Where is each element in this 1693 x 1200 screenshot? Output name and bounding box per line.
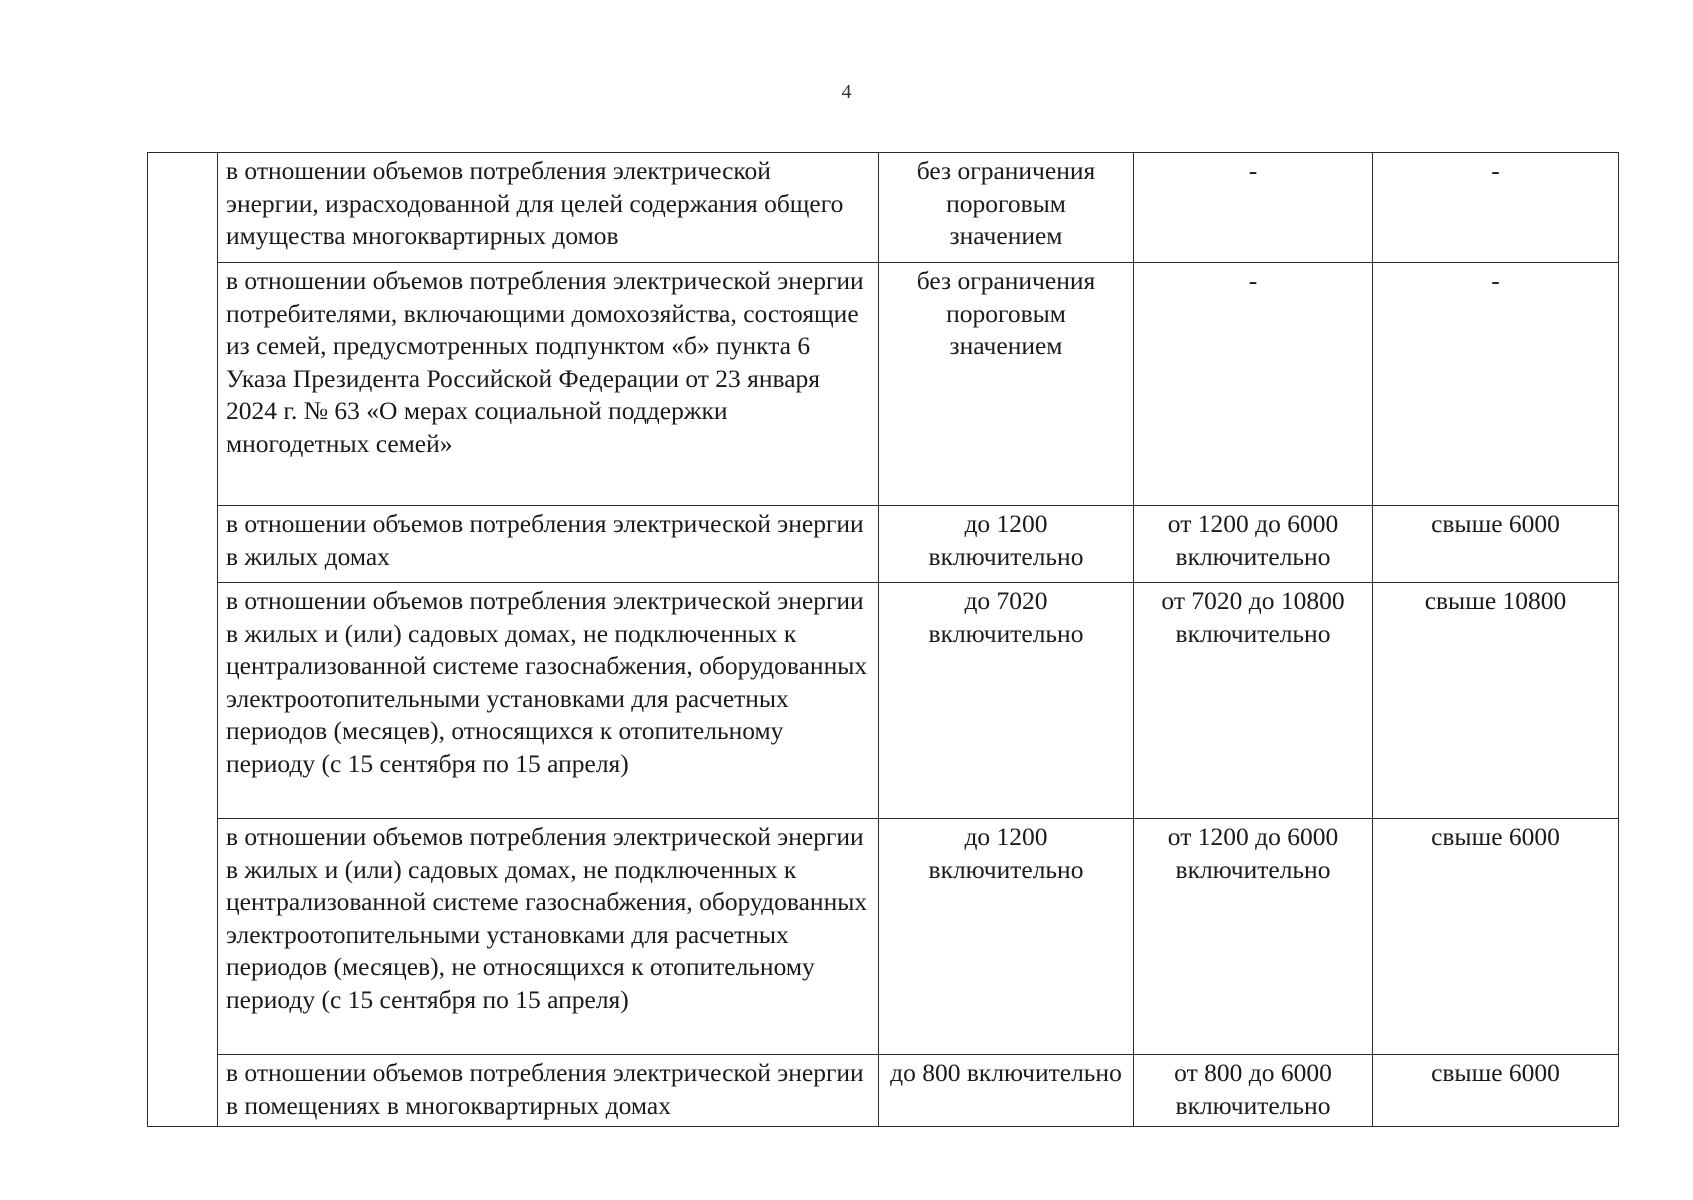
table-row [148,1055,1619,1127]
tier1-cell: до 1200 включительно [879,819,1134,1055]
tier2-cell: - [1134,263,1373,506]
tier2-cell: от 7020 до 10800 включительно [1134,583,1373,819]
table-row [148,263,1619,506]
description-cell: в отношении объемов потребления электрической энергии в жилых домах [218,506,879,583]
tier2-cell: от 1200 до 6000 включительно [1134,506,1373,583]
tier1-cell: до 800 включительно [879,1055,1134,1127]
description-cell: в отношении объемов потребления электрической энергии в жилых и (или) садовых домах, не подключенных к централизованной системе газоснабжения, оборудованных электроотопительными установками для расчетных периодов (месяцев), не относящихся к отопительному периоду (с 15 сентября по 15 апреля) [218,819,879,1055]
tier1-cell: без ограничения пороговым значением [879,263,1134,506]
description-cell: в отношении объемов потребления электрической энергии, израсходованной для целей содержания общего имущества многоквартирных домов [218,153,879,263]
consumption-thresholds-table [147,152,1619,1127]
table-row [148,583,1619,819]
tier1-cell: до 1200 включительно [879,506,1134,583]
tier3-cell: свыше 6000 [1373,1055,1619,1127]
description-cell: в отношении объемов потребления электрической энергии потребителями, включающими домохозяйства, состоящие из семей, предусмотренных подпунктом «б» пункта 6 Указа Президента Российской Федерации от 23 января 2024 г. № 63 «О мерах социальной поддержки многодетных семей» [218,263,879,506]
table-row [148,153,1619,263]
tier3-cell: свыше 6000 [1373,819,1619,1055]
row-number-cell [148,153,218,1127]
description-cell: в отношении объемов потребления электрической энергии в помещениях в многоквартирных домах [218,1055,879,1127]
tier1-cell: без ограничения пороговым значением [879,153,1134,263]
tier2-cell: - [1134,153,1373,263]
description-cell: в отношении объемов потребления электрической энергии в жилых и (или) садовых домах, не подключенных к централизованной системе газоснабжения, оборудованных электроотопительными установками для расчетных периодов (месяцев), относящихся к отопительному периоду (с 15 сентября по 15 апреля) [218,583,879,819]
tier3-cell: свыше 6000 [1373,506,1619,583]
tier3-cell: свыше 10800 [1373,583,1619,819]
tier3-cell: - [1373,263,1619,506]
tier2-cell: от 800 до 6000 включительно [1134,1055,1373,1127]
table-row [148,819,1619,1055]
tier3-cell: - [1373,153,1619,263]
tier2-cell: от 1200 до 6000 включительно [1134,819,1373,1055]
tier1-cell: до 7020 включительно [879,583,1134,819]
table-row [148,506,1619,583]
page-number: 4 [841,81,852,103]
